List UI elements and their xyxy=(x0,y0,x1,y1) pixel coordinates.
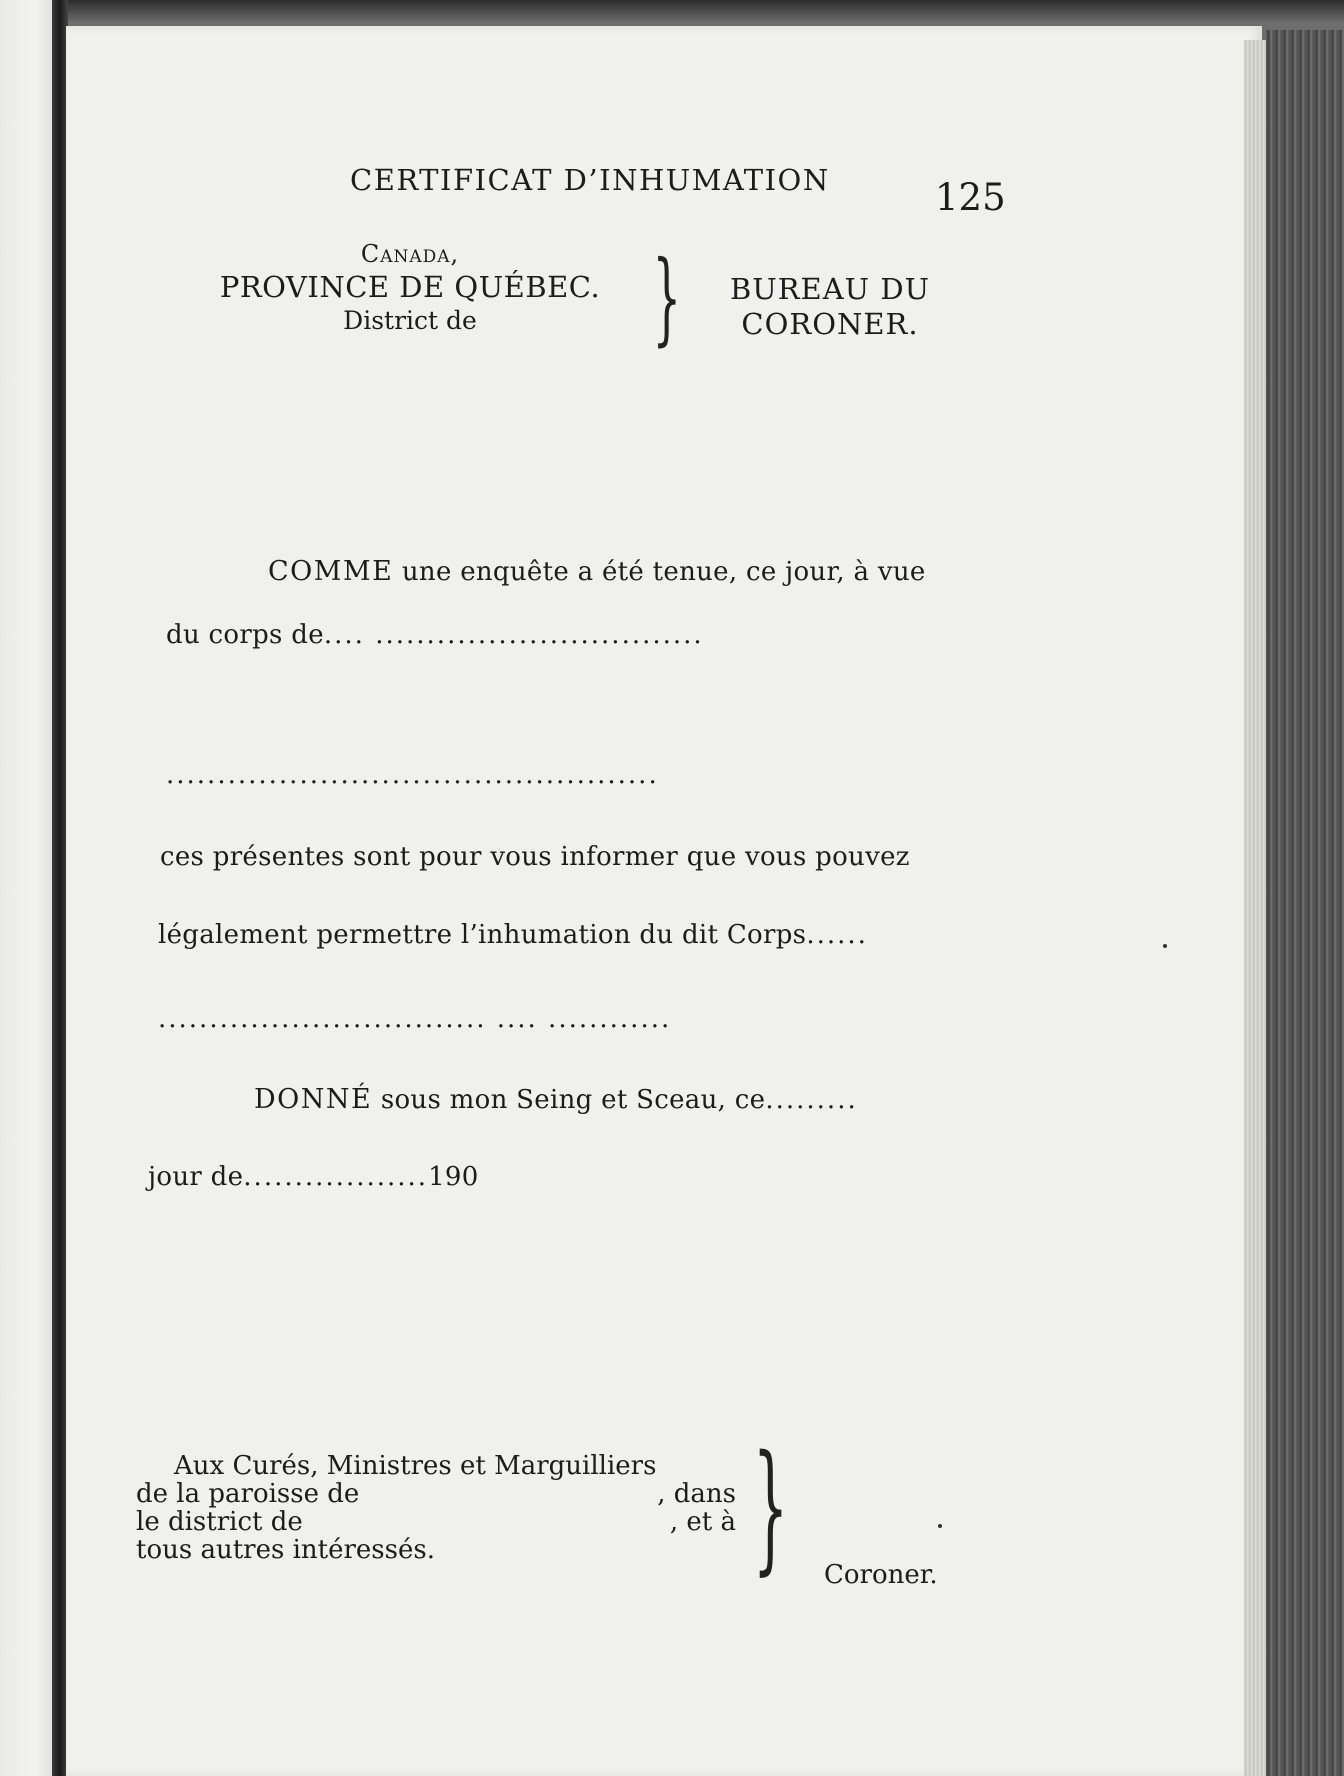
ink-speck xyxy=(1163,944,1167,948)
comme-lead: COMME xyxy=(268,556,394,587)
country-label: Canada, xyxy=(360,240,460,268)
parish-label: de la paroisse de xyxy=(136,1479,360,1509)
date-prefix: jour de xyxy=(148,1162,244,1192)
page-edges xyxy=(1244,40,1266,1776)
paragraph-2-line-1: ces présentes sont pour vous informer que vous pouvez xyxy=(160,842,910,872)
ink-speck xyxy=(938,1524,942,1528)
book-block-side xyxy=(1266,30,1344,1776)
top-shadow xyxy=(0,0,1344,22)
blank-corps-dots: ...... xyxy=(806,920,868,950)
paragraph-1-line-2 xyxy=(166,620,704,650)
address-brace-icon: } xyxy=(752,1426,789,1589)
paragraph-1-line-3 xyxy=(166,760,659,790)
blank-line-continued: ................................................ xyxy=(166,760,659,790)
office-block xyxy=(700,272,960,342)
district-suffix: , et à xyxy=(669,1507,736,1537)
paragraph-2-text: légalement permettre l’inhumation du dit Corps xyxy=(158,920,807,950)
address-line-3 xyxy=(136,1508,736,1536)
paragraph-2-line-2 xyxy=(158,920,868,950)
paragraph-2-line-3 xyxy=(158,1004,671,1034)
page-title: CERTIFICAT D’INHUMATION xyxy=(350,163,830,197)
paragraph-1-line-1 xyxy=(268,556,926,587)
paragraph-1-text: une enquête a été tenue, ce jour, à vue xyxy=(393,557,926,587)
address-line-2 xyxy=(136,1480,736,1508)
office-line-2: CORONER. xyxy=(741,307,919,341)
blank-line-burial: ................................ .... ............ xyxy=(158,1004,672,1034)
signature-title: Coroner. xyxy=(824,1560,938,1590)
district-of-label: le district de xyxy=(136,1507,303,1537)
district-label: District de xyxy=(343,306,477,335)
right-brace-icon: } xyxy=(652,239,682,356)
address-line-1: Aux Curés, Ministres et Marguilliers xyxy=(174,1451,657,1481)
province-label: PROVINCE DE QUÉBEC. xyxy=(219,270,601,304)
parish-suffix: , dans xyxy=(657,1479,736,1509)
facing-page-edge xyxy=(0,0,58,1776)
page-number: 125 xyxy=(935,176,1006,219)
given-text: sous mon Seing et Sceau, ce xyxy=(372,1085,766,1115)
date-year: 190 xyxy=(428,1162,479,1192)
blank-day-dots: ......... xyxy=(765,1085,858,1115)
blank-line-name: .... ................................ xyxy=(323,620,704,650)
donne-lead: DONNÉ xyxy=(254,1084,373,1115)
address-block xyxy=(136,1452,736,1564)
office-line-1: BUREAU DU xyxy=(729,272,931,306)
given-line xyxy=(254,1084,858,1115)
blank-month-dots: .................. xyxy=(243,1162,429,1192)
date-line xyxy=(148,1162,479,1192)
jurisdiction-block xyxy=(160,238,660,337)
address-line-4: tous autres intéressés. xyxy=(136,1535,435,1565)
body-of-label: du corps de xyxy=(166,620,324,650)
